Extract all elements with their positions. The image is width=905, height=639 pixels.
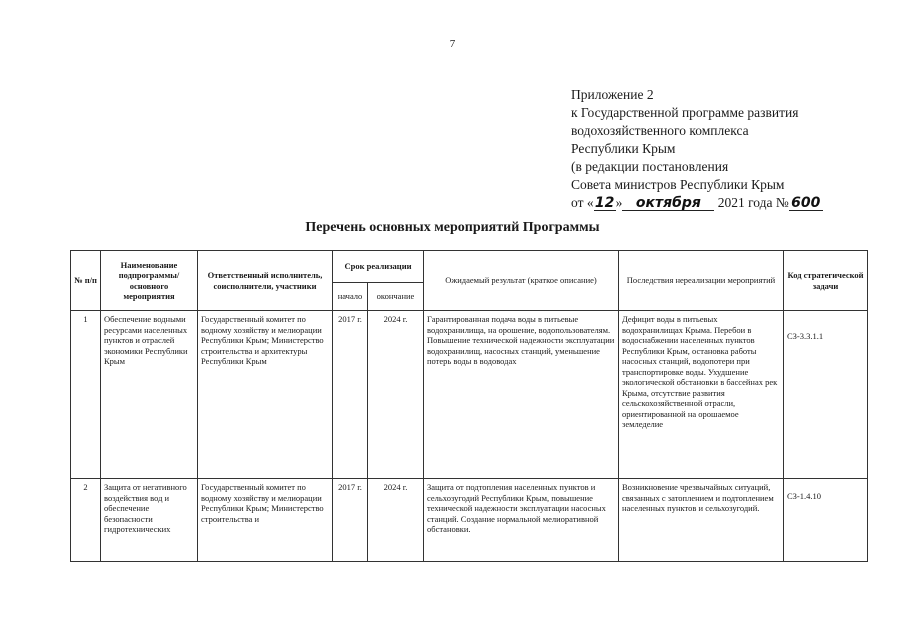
cell-num: 1 (71, 311, 101, 479)
appendix-line-3: водохозяйственного комплекса (571, 123, 749, 138)
cell-end: 2024 г. (368, 479, 424, 562)
page-number: 7 (449, 38, 456, 50)
header-end: окончание (368, 283, 424, 311)
cell-executor: Государственный комитет по водному хозяйству и мелиорации Республики Крым; Министерство строительства и архитектуры Республики Крым (198, 311, 333, 479)
appendix-line-5: (в редакции постановления (571, 159, 729, 174)
date-prefix: от « (571, 195, 594, 210)
header-num: № п/п (71, 251, 101, 311)
date-year: 2021 года № (717, 195, 789, 210)
cell-code: СЗ-3.3.1.1 (784, 311, 868, 479)
table-row (71, 311, 868, 479)
cell-num: 2 (71, 479, 101, 562)
cell-code: СЗ-1.4.10 (784, 479, 868, 562)
appendix-line-4: Республики Крым (571, 141, 676, 156)
date-day: 12 (594, 195, 615, 211)
appendix-line-2: к Государственной программе развития (571, 105, 799, 120)
date-mid: » (615, 195, 623, 210)
header-executor: Ответственный исполнитель, соисполнители, участники (198, 251, 333, 311)
appendix-line-6: Совета министров Республики Крым (571, 177, 785, 192)
header-code: Код стратегической задачи (784, 251, 868, 311)
header-start: начало (333, 283, 368, 311)
table-row (71, 479, 868, 562)
cell-name: Обеспечение водными ресурсами населенных пунктов и отраслей экономики Республики Крым (101, 311, 198, 479)
appendix-date-line (571, 194, 823, 212)
appendix-block (571, 86, 823, 212)
header-name: Наименование подпрограммы/ основного мероприятия (101, 251, 198, 311)
header-term: Срок реализации (333, 251, 424, 283)
header-result: Ожидаемый результат (краткое описание) (424, 251, 619, 311)
cell-result: Защита от подтопления населенных пунктов и сельхозугодий Республики Крым, повышение технической надежности эксплуатации насосных станций. Создание нормальной мелиоративной обстановки. (424, 479, 619, 562)
cell-start: 2017 г. (333, 311, 368, 479)
decree-number: 600 (789, 196, 823, 211)
date-month: октября (622, 196, 714, 211)
cell-name: Защита от негативного воздействия вод и обеспечение безопасности гидротехнических (101, 479, 198, 562)
cell-consequences: Возникновение чрезвычайных ситуаций, связанных с затоплением и подтоплением населенных пунктов и сельхозугодий. (619, 479, 784, 562)
cell-consequences: Дефицит воды в питьевых водохранилищах Крыма. Перебои в водоснабжении населенных пунктов Республики Крым, остановка работы насосных станций, водопотери при транспортировке воды. Ухудшение экологической обстановки в бассейнах рек Крыма, отсутствие развития сельскохозяйственной отрасли, ориентированной на орошаемое земледелие (619, 311, 784, 479)
cell-end: 2024 г. (368, 311, 424, 479)
cell-start: 2017 г. (333, 479, 368, 562)
cell-result: Гарантированная подача воды в питьевые водохранилища, на орошение, водопользователям. Повышение технической надежности эксплуатации водохранилищ, насосных станций, уменьшение потерь воды в водоводах (424, 311, 619, 479)
document-title: Перечень основных мероприятий Программы (305, 220, 600, 235)
appendix-line-1: Приложение 2 (571, 87, 654, 102)
header-consequences: Последствия нереализации мероприятий (619, 251, 784, 311)
cell-executor: Государственный комитет по водному хозяйству и мелиорации Республики Крым; Министерство строительства и (198, 479, 333, 562)
measures-table (70, 250, 868, 562)
